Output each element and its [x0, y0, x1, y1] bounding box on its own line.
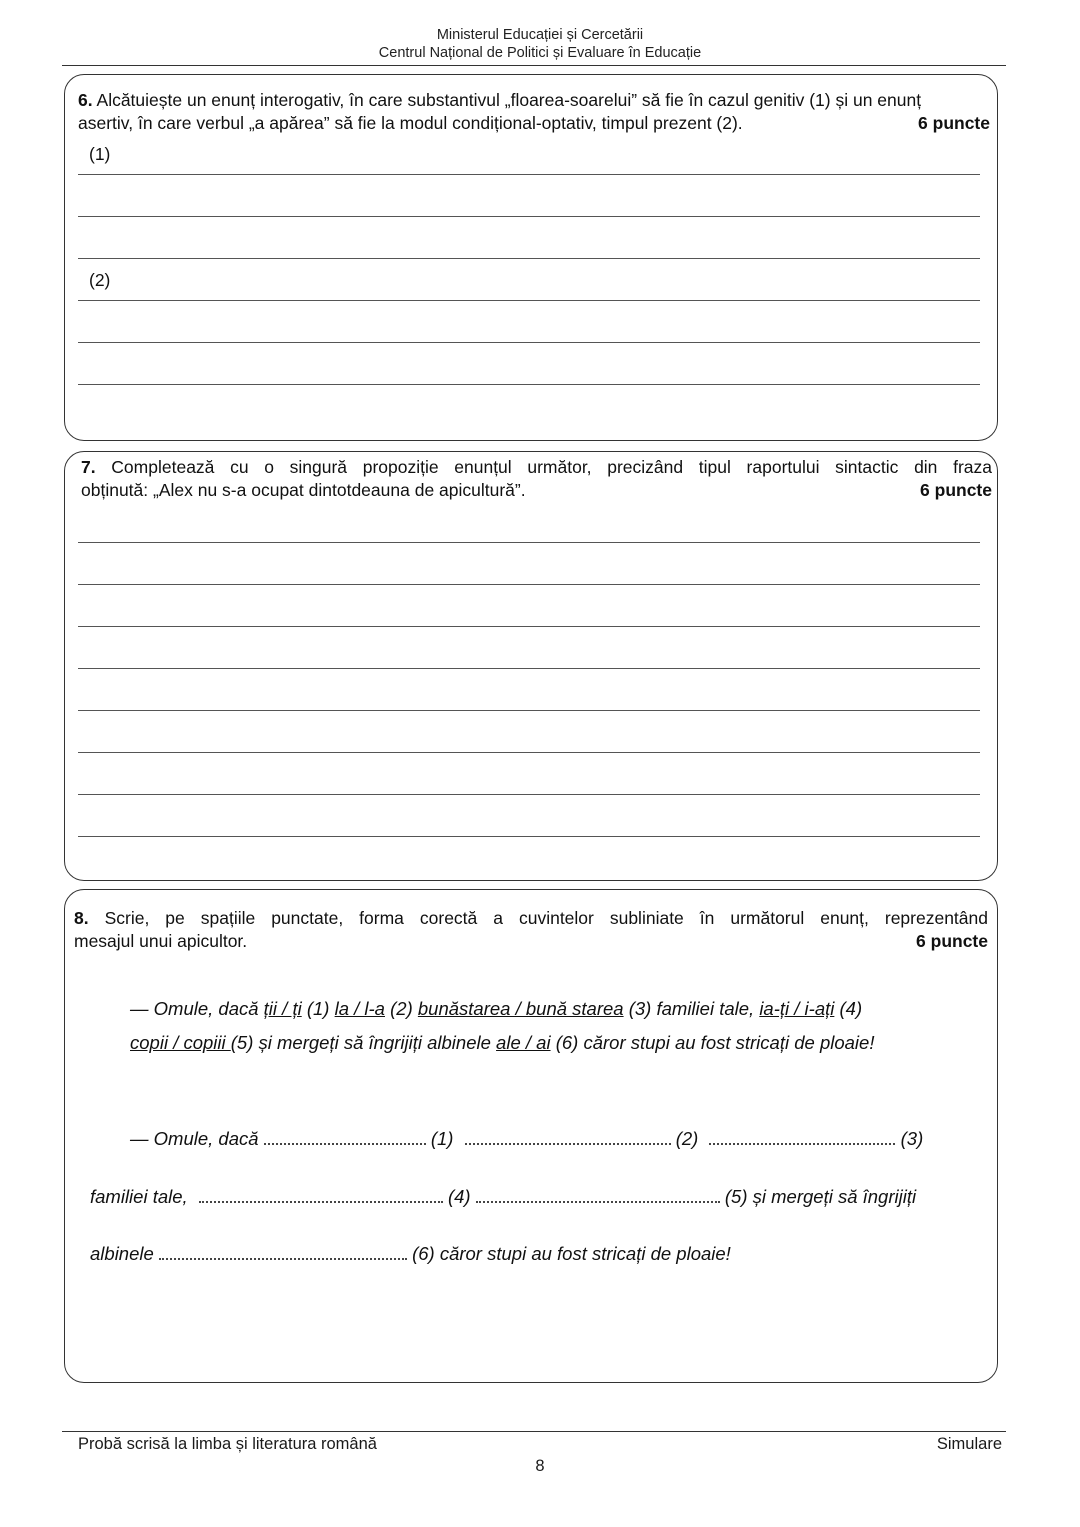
blank-number: (6) căror stupi au fost stricați de ploaie! [412, 1243, 731, 1264]
question-6-line2: asertiv, în care verbul „a apărea” să fie la modul condițional-optativ, timpul prezent (2). [78, 113, 743, 133]
sentence-text: (4) [834, 998, 863, 1019]
answer-line[interactable] [78, 836, 980, 837]
sentence-text: (5) și mergeți să îngrijiți albinele [230, 1032, 497, 1053]
answer-line[interactable] [78, 216, 980, 217]
blank-number: (4) [447, 1186, 471, 1207]
question-8-text [74, 907, 988, 953]
question-8-points: 6 puncte [916, 931, 988, 951]
sentence-text: (3) familiei tale, [623, 998, 760, 1019]
underlined-word-1: ții / ți [263, 998, 302, 1019]
question-8-line1: Scrie, pe spațiile punctate, forma corectă a cuvintelor subliniate în următorul enunț, reprezentând [104, 908, 988, 928]
answer-line[interactable] [78, 626, 980, 627]
dotted-blank-6[interactable] [159, 1244, 407, 1260]
sentence-text: (2) [384, 998, 418, 1019]
underlined-word-2: la / l-a [334, 998, 385, 1019]
dotted-blank-3[interactable] [709, 1129, 895, 1145]
blank-number: (5) și mergeți să îngrijiți [724, 1186, 917, 1207]
underlined-word-3: bunăstarea / bună starea [417, 998, 624, 1019]
source-sentence-line2 [130, 1032, 874, 1054]
blank-number: (3) [900, 1128, 924, 1149]
answer-line[interactable] [78, 258, 980, 259]
fill-text: albinele [90, 1243, 154, 1264]
question-7-number: 7. [81, 457, 96, 477]
footer-subject: Probă scrisă la limba și literatura română [78, 1435, 377, 1453]
page-header [0, 26, 1080, 62]
answer-line[interactable] [78, 752, 980, 753]
question-7-line1: Completează cu o singură propoziție enunțul următor, precizând tipul raportului sintactic din fraza [111, 457, 992, 477]
question-6-text [78, 89, 990, 135]
dotted-blank-1[interactable] [264, 1129, 426, 1145]
question-7-points: 6 puncte [920, 480, 992, 500]
answer-line[interactable] [78, 384, 980, 385]
answer-line[interactable] [78, 794, 980, 795]
question-8-number: 8. [74, 908, 89, 928]
answer-line[interactable] [78, 174, 980, 175]
footer-divider [62, 1431, 1006, 1432]
question-6-line1: Alcătuiește un enunț interogativ, în care substantivul „floarea-soarelui” să fie în cazul genitiv (1) și un enunț [96, 90, 922, 110]
underlined-word-4: ia-ți / i-ați [759, 998, 835, 1019]
question-7-line2: obținută: „Alex nu s-a ocupat dintotdeauna de apicultură”. [81, 480, 526, 500]
answer-line[interactable] [78, 300, 980, 301]
answer-line[interactable] [78, 542, 980, 543]
sentence-text: (1) [301, 998, 335, 1019]
question-8-line2: mesajul unui apicultor. [74, 931, 248, 951]
dotted-blank-4[interactable] [199, 1187, 443, 1203]
footer-exam-type: Simulare [936, 1435, 1002, 1453]
dotted-blank-5[interactable] [476, 1187, 720, 1203]
question-6-points: 6 puncte [918, 113, 990, 133]
question-7-box [64, 451, 998, 881]
page-number: 8 [535, 1457, 545, 1475]
underlined-word-5: copii / copiii [130, 1032, 231, 1053]
sentence-text: — Omule, dacă [130, 998, 264, 1019]
answer-line[interactable] [78, 584, 980, 585]
blank-number: (1) [430, 1128, 454, 1149]
answer-label-2: (2) [89, 270, 111, 290]
question-6-number: 6. [78, 90, 93, 110]
answer-line[interactable] [78, 710, 980, 711]
fill-line-2 [90, 1186, 916, 1208]
underlined-word-6: ale / ai [496, 1032, 551, 1053]
answer-line[interactable] [78, 668, 980, 669]
fill-line-1 [130, 1128, 923, 1150]
header-ministry: Ministerul Educației și Cercetării [436, 27, 644, 43]
header-center: Centrul Național de Politici și Evaluare în Educație [378, 45, 702, 61]
fill-text: familiei tale, [90, 1186, 188, 1207]
fill-text: — Omule, dacă [130, 1128, 259, 1149]
answer-line[interactable] [78, 342, 980, 343]
sentence-text: (6) căror stupi au fost stricați de ploaie! [550, 1032, 875, 1053]
blank-number: (2) [675, 1128, 699, 1149]
header-divider [62, 65, 1006, 66]
dotted-blank-2[interactable] [465, 1129, 671, 1145]
fill-line-3 [90, 1243, 731, 1265]
source-sentence-line1 [130, 998, 862, 1020]
question-7-text [81, 456, 992, 502]
answer-label-1: (1) [89, 144, 111, 164]
